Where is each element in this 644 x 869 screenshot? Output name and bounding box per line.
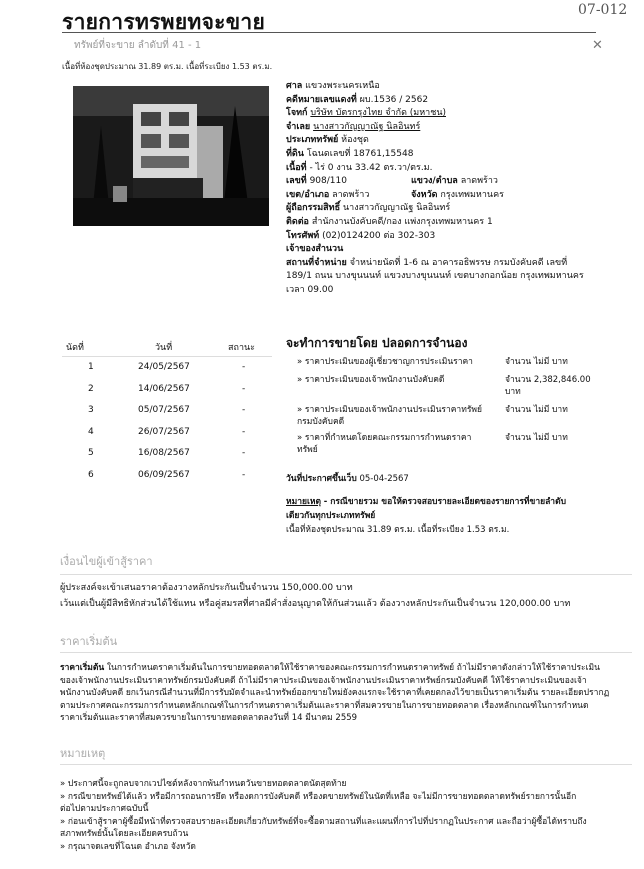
start-price-line: ในการกำหนดราคาเริ่มต้นในการขายทอดตลาดให้ใช้ราคาของคณะกรรมการกำหนดราคาทรัพย์ ถ้าไม่มีราคาดังกล่าวให้ใช้ราคาประเมิน <box>104 663 600 673</box>
phone-label: โทรศัพท์ <box>286 230 320 241</box>
defendant-value: นางสาวกัญญาณัฐ นิลอินทร์ <box>313 121 421 132</box>
table-row <box>62 427 272 449</box>
case-value: ผบ.1536 / 2562 <box>359 94 429 105</box>
price-item: » ราคาที่กำหนดโดยคณะกรรมการกำหนดราคา <box>297 433 472 443</box>
col-date: วันที่ <box>155 343 173 353</box>
section-divider <box>60 652 632 653</box>
property-info <box>286 80 631 298</box>
type-value: ห้องชุด <box>341 135 369 146</box>
table-row <box>62 362 272 384</box>
item-subtitle: ทรัพย์ที่จะขาย ลำดับที่ 41 - 1 <box>74 40 202 51</box>
size-note: เนื้อที่ห้องชุดประมาณ 31.89 ตร.ม. เนื้อที่ระเบียง 1.53 ตร.ม. <box>62 62 273 71</box>
sale-title: จะทำการขายโดย ปลอดการจำนอง <box>286 336 468 350</box>
bidder-line2: เว้นแต่เป็นผู้มีสิทธิหักส่วนได้ใช้แทน หรือคู่สมรสที่ศาลมีคำสั่งอนุญาตให้กันส่วนแล้ว ต้องวางหลักประกันเป็นจำนวน 120,000.00 บาท <box>60 599 571 609</box>
schedule-divider <box>62 356 272 357</box>
section-divider <box>60 574 632 575</box>
district-value: ลาดพร้าว <box>332 189 370 200</box>
price-label: ราคาประเมินของผู้เชี่ยวชาญการประเมินราคา <box>304 357 473 367</box>
note-item-cont: ต่อไปตามประกาศฉบับนี้ <box>60 804 149 815</box>
price-amount: จำนวน ไม่มี บาท <box>505 357 568 367</box>
start-price-lead: ราคาเริ่มต้น <box>60 663 105 673</box>
handwritten-code: 07-012 <box>578 2 628 18</box>
announce-value: 05-04-2567 <box>359 474 409 484</box>
phone-value: (02)0124200 ต่อ 302-303 <box>322 230 436 241</box>
schedule-table <box>62 362 272 491</box>
remark-label: หมายเหตุ <box>286 497 321 507</box>
table-row <box>62 470 272 492</box>
subdistrict-value: ลาดพร้าว <box>460 176 498 187</box>
round-cell: 4 <box>88 426 94 437</box>
start-price-line: ราคาเริ่มต้นและราคาที่สมควรขายในการขายทอดตลาดลงวันที่ 14 มีนาคม 2559 <box>60 713 358 723</box>
plaintiff-label: โจทก์ <box>286 108 308 119</box>
price-label-cont: ทรัพย์ <box>297 445 318 455</box>
status-cell: - <box>242 362 246 372</box>
note-item-cont: สภาพทรัพย์นั้นโดยละเอียดครบถ้วน <box>60 829 189 840</box>
venue-line2: 189/1 ถนน บางขุนนนท์ แขวงบางขุนนนท์ เขตบางกอกน้อย กรุงเทพมหานคร <box>286 271 584 282</box>
table-row <box>62 405 272 427</box>
plaintiff-value: บริษัท บัตรกรุงไทย จำกัด (มหาชน) <box>310 108 446 119</box>
venue-label: สถานที่จำหน่าย <box>286 257 347 268</box>
remark-line3: เนื้อที่ห้องชุดประมาณ 31.89 ตร.ม. เนื้อที่ระเบียง 1.53 ตร.ม. <box>286 525 510 535</box>
bidder-line1: ผู้ประสงค์จะเข้าเสนอราคาต้องวางหลักประกันเป็นจำนวน 150,000.00 บาท <box>60 583 353 593</box>
price-label: ราคาประเมินของเจ้าพนักงานบังคับคดี <box>304 375 445 385</box>
area-value: - ไร่ 0 งาน 33.42 ตร.วา/ตร.ม. <box>309 162 433 173</box>
table-row <box>62 384 272 406</box>
bidder-heading: เงื่อนไขผู้เข้าสู้ราคา <box>60 555 153 568</box>
contact-value: สำนักงานบังคับคดี/กอง แพ่งกรุงเทพมหานคร 1 <box>311 216 493 227</box>
section-divider <box>60 764 632 765</box>
note-item: » กรณีขายทรัพย์ได้แล้ว หรือมีการถอนการยึด หรืองดการบังคับคดี หรืองดขายทรัพย์ในนัดที่เหลือ จะไม่มีการขายทอดตลาดทรัพย์รายการนั้นอีก <box>60 791 577 802</box>
status-cell: - <box>242 405 246 415</box>
start-price-line: ตามประกาศคณะกรรมการกำหนดหลักเกณฑ์ในการกำหนดราคาเริ่มต้นและราคาที่สมควรขายในการขายทอดตลาด เรื่องหลักเกณฑ์ในการกำหนด <box>60 700 589 711</box>
price-label: ราคาที่กำหนดโดยคณะกรรมการกำหนดราคา <box>304 433 472 443</box>
announce-date <box>286 473 409 485</box>
number-value: 908/110 <box>309 176 347 187</box>
start-price-heading: ราคาเริ่มต้น <box>60 635 118 648</box>
venue-line1: จำหน่ายนัดที่ 1-6 ณ อาคารอธิพรรษ กรมบังคับคดี เลขที่ <box>349 257 568 268</box>
price-item: » ราคาประเมินของเจ้าพนักงานประเมินราคาทรัพย์ <box>297 405 482 415</box>
price-item: » ราคาประเมินของผู้เชี่ยวชาญการประเมินราคา <box>297 357 473 367</box>
round-cell: 5 <box>88 448 94 458</box>
province-value: กรุงเทพมหานคร <box>440 189 504 200</box>
price-amount: จำนวน ไม่มี บาท <box>505 405 568 415</box>
property-photo[interactable] <box>73 86 269 226</box>
date-cell: 16/08/2567 <box>138 448 190 458</box>
remark-block <box>286 495 631 537</box>
price-label-cont: กรมบังคับคดี <box>297 417 345 427</box>
status-cell: - <box>242 448 246 458</box>
status-cell: - <box>242 426 246 437</box>
note-item: » กรุณาจดเลขที่โฉนด อำเภอ จังหวัด <box>60 841 196 852</box>
venue-line3: เวลา 09.00 <box>286 284 334 295</box>
land-label: ที่ดิน <box>286 148 304 159</box>
notes-list <box>60 778 634 854</box>
announce-label: วันที่ประกาศขึ้นเว็บ <box>286 474 357 484</box>
date-cell: 24/05/2567 <box>138 362 190 372</box>
start-price-text <box>60 662 634 725</box>
round-cell: 3 <box>88 405 94 415</box>
area-label: เนื้อที่ <box>286 162 307 173</box>
defendant-label: จำเลย <box>286 121 311 132</box>
status-cell: - <box>242 469 246 480</box>
price-amount: จำนวน 2,382,846.00 <box>505 375 591 385</box>
land-value: โฉนดเลขที่ 18761,15548 <box>306 148 414 159</box>
district-label: เขต/อำเภอ <box>286 189 330 200</box>
start-price-line: พนักงานบังคับคดี ยกเว้นกรณีสำนวนที่มีการรับมัดจำและนำทรัพย์ออกขายใหม่ยังคงแรกจะใช้ราคาที่เคยตกลงไว้ขายเป็นราคาเริ่มต้น รายละเอียดปรากฏ <box>60 688 610 698</box>
note-item: » ก่อนเข้าสู้ราคาผู้ซื้อมีหน้าที่ตรวจสอบรายละเอียดเกี่ยวกับทรัพย์ที่จะซื้อตามสถานที่และแผนที่การไปที่ปรากฏในประกาศ และถือว่าผู้ซื้อได้ทราบถึง <box>60 816 587 827</box>
court-label: ศาล <box>286 81 303 91</box>
price-label: ราคาประเมินของเจ้าพนักงานประเมินราคาทรัพย์ <box>304 405 482 415</box>
contact-label: ติดต่อ <box>286 216 309 227</box>
building-photo-icon <box>73 86 269 226</box>
type-label: ประเภททรัพย์ <box>286 135 339 146</box>
start-price-line: ของเจ้าพนักงานประเมินราคาทรัพย์กรมบังคับคดี ถ้าไม่มีราคาประเมินของเจ้าพนักงานประเมินราคาทรัพย์กรมบังคับคดี ให้ใช้ราคาประเมินของเจ้า <box>60 675 587 686</box>
date-cell: 05/07/2567 <box>138 405 190 415</box>
date-cell: 26/07/2567 <box>138 426 190 437</box>
date-cell: 06/09/2567 <box>138 469 190 480</box>
province-label: จังหวัด <box>411 189 438 200</box>
date-cell: 14/06/2567 <box>138 383 190 394</box>
col-round: นัดที่ <box>66 343 84 353</box>
round-cell: 6 <box>88 469 94 480</box>
note-item: » ประกาศนี้จะถูกลบจากเวปไซต์หลังจากพ้นกำหนดวันขายทอดตลาดนัดสุดท้าย <box>60 779 347 789</box>
court-value: แขวงพระนครเหนือ <box>305 81 380 91</box>
table-row <box>62 448 272 470</box>
price-item: » ราคาประเมินของเจ้าพนักงานบังคับคดี <box>297 375 445 385</box>
number-label: เลขที่ <box>286 176 307 187</box>
remark-line2: เดียวกันทุกประเภททรัพย์ <box>286 511 376 521</box>
officer-label: เจ้าของสำนวน <box>286 244 344 255</box>
col-status: สถานะ <box>228 343 255 353</box>
owner-label: ผู้ถือกรรมสิทธิ์ <box>286 203 341 214</box>
case-label: คดีหมายเลขแดงที่ <box>286 94 357 105</box>
remark-line1: - กรณีขายรวม ขอให้ตรวจสอบรายละเอียดของรายการที่ขายลำดับ <box>323 497 566 507</box>
status-cell: - <box>242 383 246 394</box>
owner-value: นางสาวกัญญาณัฐ นิลอินทร์ <box>342 203 451 214</box>
round-cell: 1 <box>88 362 94 372</box>
notes-heading: หมายเหตุ <box>60 747 106 760</box>
title-divider <box>62 32 596 33</box>
price-amount-unit: บาท <box>505 387 521 397</box>
close-icon[interactable]: ✕ <box>592 38 603 53</box>
page-title: รายการทรพยทจะขาย <box>62 10 266 34</box>
price-amount: จำนวน ไม่มี บาท <box>505 433 568 443</box>
subdistrict-label: แขวง/ตำบล <box>411 176 458 187</box>
round-cell: 2 <box>88 383 94 394</box>
